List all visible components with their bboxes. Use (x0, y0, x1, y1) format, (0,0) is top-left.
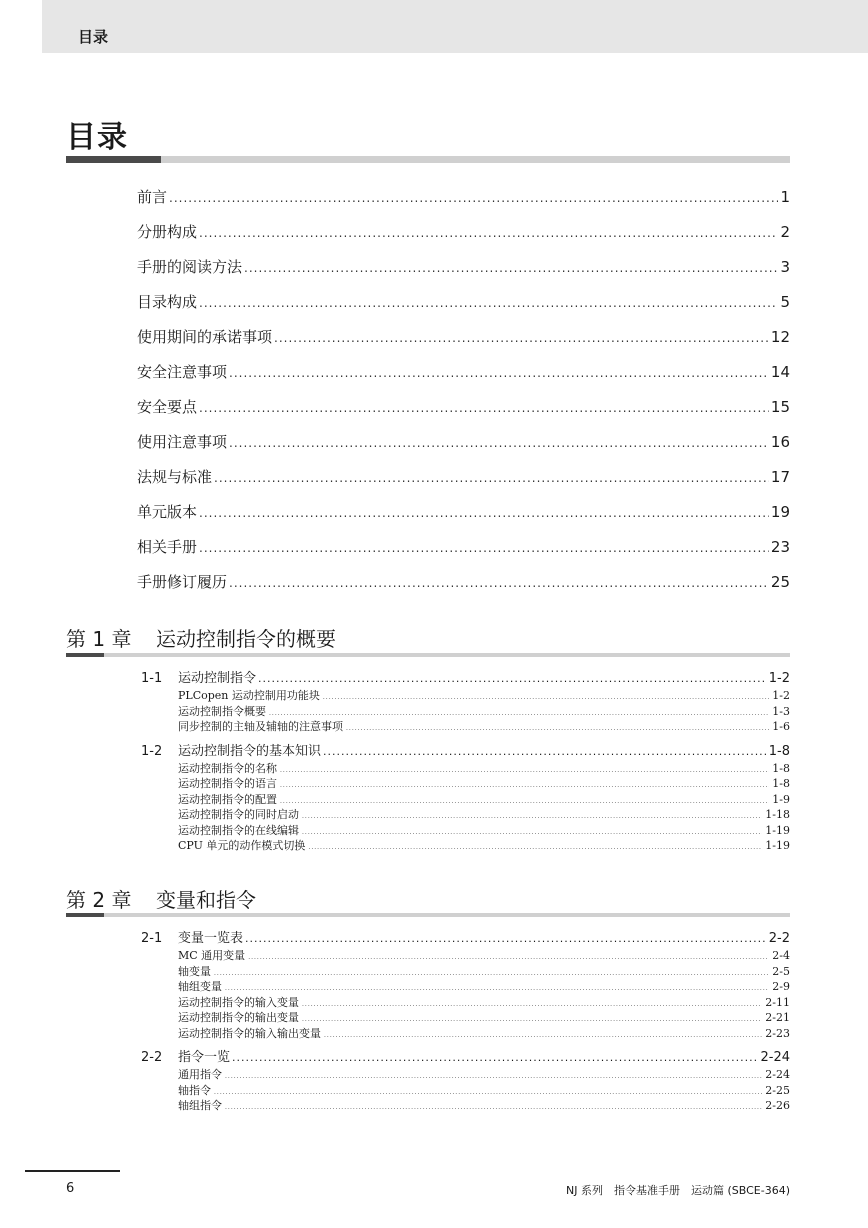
section-2-1[interactable]: 2-1 变量一览表 ..... 2-2 (141, 927, 790, 947)
subsection-entry[interactable]: 运动控制指令的输入变量 ..... 2-11 (178, 994, 790, 1010)
header-band (42, 0, 868, 53)
subsection-entry[interactable]: CPU 单元的动作模式切换 ..... 1-19 (178, 837, 790, 853)
chapter-2-rule (66, 913, 790, 917)
page-title: 目录 (66, 120, 128, 155)
toc-entry[interactable]: 目录构成 ..... 5 (137, 291, 790, 326)
chapter-2-heading[interactable]: 第 2 章 变量和指令 (66, 888, 256, 912)
subsection-entry[interactable]: 轴组变量 ..... 2-9 (178, 978, 790, 994)
footer-manual-title: NJ 系列 指令基准手册 运动篇 (SBCE-364) (566, 1184, 790, 1197)
footer-rule (25, 1170, 120, 1172)
section-1-1[interactable]: 1-1 运动控制指令 ..... 1-2 (141, 667, 790, 687)
subsection-entry[interactable]: 轴指令 ..... 2-25 (178, 1082, 790, 1098)
toc-entry[interactable]: 手册修订履历 ..... 25 (137, 571, 790, 606)
subsection-entry[interactable]: 同步控制的主轴及辅轴的注意事项 ..... 1-6 (178, 718, 790, 734)
subsection-entry[interactable]: 通用指令 ..... 2-24 (178, 1066, 790, 1082)
subsection-entry[interactable]: 运动控制指令概要 ..... 1-3 (178, 703, 790, 719)
subsection-entry[interactable]: 轴组指令 ..... 2-26 (178, 1097, 790, 1113)
subsection-entry[interactable]: PLCopen 运动控制用功能块 ..... 1-2 (178, 687, 790, 703)
toc-entry[interactable]: 相关手册 ..... 23 (137, 536, 790, 571)
toc-entry[interactable]: 前言 ..... 1 (137, 186, 790, 221)
title-rule (66, 156, 790, 163)
footer-page-number: 6 (66, 1181, 75, 1196)
subsection-entry[interactable]: 运动控制指令的同时启动 ..... 1-18 (178, 806, 790, 822)
toc-entry[interactable]: 安全要点 ..... 15 (137, 396, 790, 431)
subsection-entry[interactable]: 运动控制指令的输出变量 ..... 2-21 (178, 1009, 790, 1025)
toc-main (137, 186, 790, 606)
toc-entry[interactable]: 手册的阅读方法 ..... 3 (137, 256, 790, 291)
section-1-2[interactable]: 1-2 运动控制指令的基本知识 ..... 1-8 (141, 740, 790, 760)
chapter-1-sections (141, 667, 790, 853)
section-2-2[interactable]: 2-2 指令一览 ..... 2-24 (141, 1046, 790, 1066)
subsection-entry[interactable]: 运动控制指令的配置 ..... 1-9 (178, 791, 790, 807)
header-title: 目录 (78, 28, 109, 46)
toc-entry[interactable]: 安全注意事项 ..... 14 (137, 361, 790, 396)
subsection-entry[interactable]: 运动控制指令的输入输出变量 ..... 2-23 (178, 1025, 790, 1041)
toc-entry[interactable]: 使用期间的承诺事项 ..... 12 (137, 326, 790, 361)
subsection-entry[interactable]: MC 通用变量 ..... 2-4 (178, 947, 790, 963)
subsection-entry[interactable]: 运动控制指令的在线编辑 ..... 1-19 (178, 822, 790, 838)
toc-entry[interactable]: 使用注意事项 ..... 16 (137, 431, 790, 466)
chapter-1-heading[interactable]: 第 1 章 运动控制指令的概要 (66, 627, 336, 651)
subsection-entry[interactable]: 运动控制指令的名称 ..... 1-8 (178, 760, 790, 776)
toc-entry[interactable]: 法规与标准 ..... 17 (137, 466, 790, 501)
toc-entry[interactable]: 分册构成 ..... 2 (137, 221, 790, 256)
chapter-2-sections (141, 927, 790, 1113)
chapter-1-rule (66, 653, 790, 657)
subsection-entry[interactable]: 轴变量 ..... 2-5 (178, 963, 790, 979)
subsection-entry[interactable]: 运动控制指令的语言 ..... 1-8 (178, 775, 790, 791)
toc-entry[interactable]: 单元版本 ..... 19 (137, 501, 790, 536)
